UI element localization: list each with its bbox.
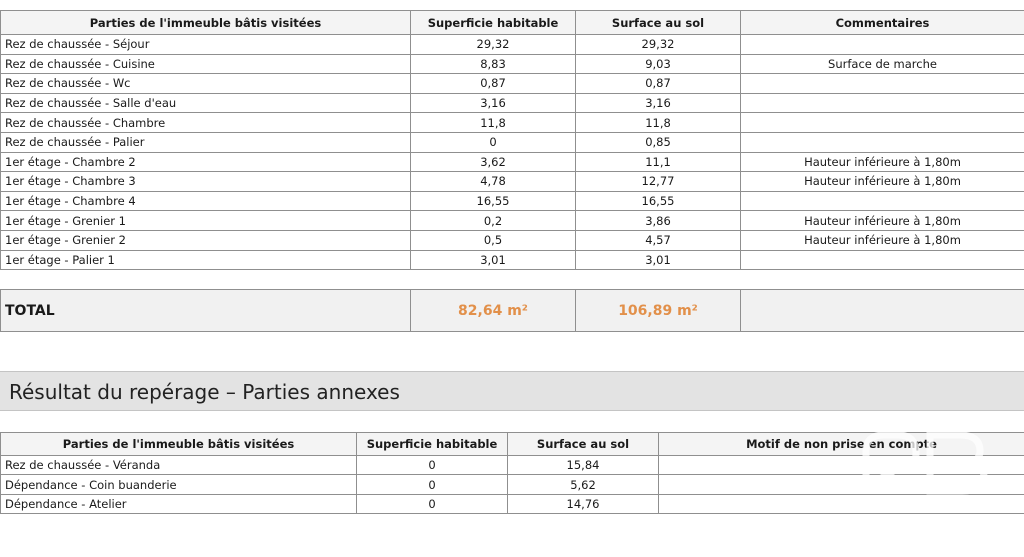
row-label: 1er étage - Chambre 3 — [1, 172, 411, 192]
total-empty-cell — [741, 290, 1024, 332]
row-sol: 9,03 — [576, 54, 741, 74]
header-parties: Parties de l'immeuble bâtis visitées — [1, 433, 357, 456]
row-sol: 16,55 — [576, 191, 741, 211]
total-row-table — [0, 289, 1024, 332]
row-sol: 4,57 — [576, 230, 741, 250]
row-sol: 29,32 — [576, 35, 741, 55]
row-sol: 3,86 — [576, 211, 741, 231]
row-habitable: 4,78 — [411, 172, 576, 192]
row-label: 1er étage - Grenier 2 — [1, 230, 411, 250]
row-habitable: 3,62 — [411, 152, 576, 172]
table-row — [1, 250, 1024, 270]
annex-section-title: Résultat du repérage – Parties annexes — [0, 371, 1024, 411]
header-surface-sol: Surface au sol — [576, 11, 741, 35]
row-sol: 12,77 — [576, 172, 741, 192]
table-row — [1, 494, 1024, 513]
row-habitable: 0,2 — [411, 211, 576, 231]
header-commentaires: Commentaires — [741, 11, 1024, 35]
header-parties: Parties de l'immeuble bâtis visitées — [1, 11, 411, 35]
row-label: 1er étage - Grenier 1 — [1, 211, 411, 231]
row-habitable: 8,83 — [411, 54, 576, 74]
row-habitable: 0 — [357, 456, 508, 475]
total-habitable: 82,64 m² — [411, 290, 576, 332]
row-habitable: 16,55 — [411, 191, 576, 211]
row-habitable: 0,5 — [411, 230, 576, 250]
row-label: 1er étage - Chambre 2 — [1, 152, 411, 172]
header-superficie-habitable: Superficie habitable — [411, 11, 576, 35]
row-comment: Hauteur inférieure à 1,80m — [741, 211, 1024, 231]
table-row — [1, 191, 1024, 211]
row-motif — [659, 475, 1024, 494]
table-row — [1, 132, 1024, 152]
header-motif: Motif de non prise en compte — [659, 433, 1024, 456]
row-habitable: 0 — [411, 132, 576, 152]
row-label: 1er étage - Palier 1 — [1, 250, 411, 270]
row-motif — [659, 456, 1024, 475]
row-comment: Surface de marche — [741, 54, 1024, 74]
row-comment — [741, 74, 1024, 94]
row-label: Rez de chaussée - Séjour — [1, 35, 411, 55]
table-header-row — [1, 433, 1024, 456]
row-comment: Hauteur inférieure à 1,80m — [741, 152, 1024, 172]
row-comment: Hauteur inférieure à 1,80m — [741, 230, 1024, 250]
annex-table — [0, 432, 1024, 514]
surfaces-table — [0, 10, 1024, 270]
row-label: Rez de chaussée - Chambre — [1, 113, 411, 133]
row-motif — [659, 494, 1024, 513]
table-header-row — [1, 11, 1024, 35]
table-row — [1, 172, 1024, 192]
row-habitable: 0 — [357, 475, 508, 494]
row-comment — [741, 132, 1024, 152]
row-habitable: 0 — [357, 494, 508, 513]
row-comment — [741, 35, 1024, 55]
row-habitable: 11,8 — [411, 113, 576, 133]
row-label: Rez de chaussée - Salle d'eau — [1, 93, 411, 113]
total-label: TOTAL — [1, 290, 411, 332]
row-sol: 11,1 — [576, 152, 741, 172]
table-row — [1, 113, 1024, 133]
header-surface-sol: Surface au sol — [508, 433, 659, 456]
row-comment — [741, 93, 1024, 113]
row-habitable: 0,87 — [411, 74, 576, 94]
row-label: Rez de chaussée - Véranda — [1, 456, 357, 475]
row-label: Dépendance - Atelier — [1, 494, 357, 513]
table-row — [1, 93, 1024, 113]
row-sol: 5,62 — [508, 475, 659, 494]
table-row — [1, 54, 1024, 74]
row-label: Rez de chaussée - Palier — [1, 132, 411, 152]
row-label: 1er étage - Chambre 4 — [1, 191, 411, 211]
row-comment — [741, 250, 1024, 270]
row-label: Dépendance - Coin buanderie — [1, 475, 357, 494]
row-habitable: 3,16 — [411, 93, 576, 113]
table-row — [1, 211, 1024, 231]
row-comment: Hauteur inférieure à 1,80m — [741, 172, 1024, 192]
table-row — [1, 456, 1024, 475]
row-habitable: 29,32 — [411, 35, 576, 55]
row-sol: 3,01 — [576, 250, 741, 270]
row-comment — [741, 113, 1024, 133]
table-row — [1, 230, 1024, 250]
row-comment — [741, 191, 1024, 211]
row-sol: 0,85 — [576, 132, 741, 152]
row-sol: 14,76 — [508, 494, 659, 513]
row-sol: 0,87 — [576, 74, 741, 94]
row-sol: 11,8 — [576, 113, 741, 133]
row-sol: 15,84 — [508, 456, 659, 475]
row-habitable: 3,01 — [411, 250, 576, 270]
total-sol: 106,89 m² — [576, 290, 741, 332]
total-row — [1, 290, 1024, 332]
header-superficie-habitable: Superficie habitable — [357, 433, 508, 456]
row-sol: 3,16 — [576, 93, 741, 113]
table-row — [1, 475, 1024, 494]
row-label: Rez de chaussée - Cuisine — [1, 54, 411, 74]
table-row — [1, 74, 1024, 94]
table-row — [1, 152, 1024, 172]
table-row — [1, 35, 1024, 55]
row-label: Rez de chaussée - Wc — [1, 74, 411, 94]
